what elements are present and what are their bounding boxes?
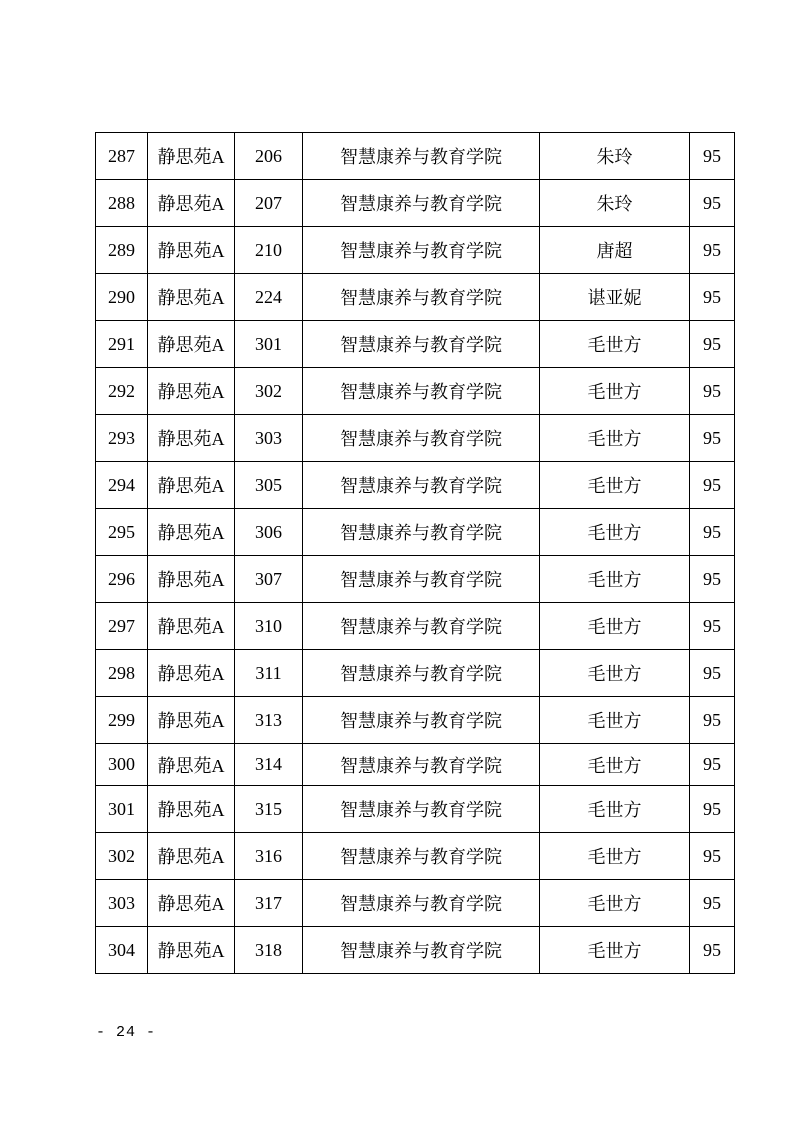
counselor-cell: 毛世方 — [540, 603, 690, 650]
table-row — [96, 321, 735, 368]
building-cell: 静思苑A — [148, 462, 235, 509]
row-number-cell: 292 — [96, 368, 148, 415]
score-cell: 95 — [690, 927, 735, 974]
score-cell: 95 — [690, 556, 735, 603]
table-row — [96, 133, 735, 180]
counselor-cell: 朱玲 — [540, 180, 690, 227]
room-number-cell: 206 — [235, 133, 303, 180]
counselor-cell: 毛世方 — [540, 368, 690, 415]
score-cell: 95 — [690, 274, 735, 321]
score-cell: 95 — [690, 180, 735, 227]
building-cell: 静思苑A — [148, 556, 235, 603]
counselor-cell: 毛世方 — [540, 927, 690, 974]
row-number-cell: 289 — [96, 227, 148, 274]
score-cell: 95 — [690, 462, 735, 509]
table-row — [96, 368, 735, 415]
building-cell: 静思苑A — [148, 833, 235, 880]
college-cell: 智慧康养与教育学院 — [303, 133, 540, 180]
building-cell: 静思苑A — [148, 880, 235, 927]
building-cell: 静思苑A — [148, 368, 235, 415]
row-number-cell: 304 — [96, 927, 148, 974]
table-row — [96, 603, 735, 650]
counselor-cell: 毛世方 — [540, 556, 690, 603]
college-cell: 智慧康养与教育学院 — [303, 650, 540, 697]
row-number-cell: 302 — [96, 833, 148, 880]
row-number-cell: 290 — [96, 274, 148, 321]
room-number-cell: 224 — [235, 274, 303, 321]
row-number-cell: 297 — [96, 603, 148, 650]
room-number-cell: 301 — [235, 321, 303, 368]
table-row — [96, 744, 735, 786]
building-cell: 静思苑A — [148, 133, 235, 180]
score-cell: 95 — [690, 744, 735, 786]
building-cell: 静思苑A — [148, 786, 235, 833]
row-number-cell: 293 — [96, 415, 148, 462]
college-cell: 智慧康养与教育学院 — [303, 880, 540, 927]
score-cell: 95 — [690, 509, 735, 556]
score-cell: 95 — [690, 321, 735, 368]
room-number-cell: 310 — [235, 603, 303, 650]
counselor-cell: 毛世方 — [540, 509, 690, 556]
row-number-cell: 287 — [96, 133, 148, 180]
building-cell: 静思苑A — [148, 927, 235, 974]
building-cell: 静思苑A — [148, 274, 235, 321]
row-number-cell: 298 — [96, 650, 148, 697]
score-cell: 95 — [690, 786, 735, 833]
dormitory-score-table — [95, 132, 735, 974]
counselor-cell: 毛世方 — [540, 833, 690, 880]
college-cell: 智慧康养与教育学院 — [303, 833, 540, 880]
table-row — [96, 927, 735, 974]
room-number-cell: 210 — [235, 227, 303, 274]
table-row — [96, 415, 735, 462]
room-number-cell: 315 — [235, 786, 303, 833]
counselor-cell: 毛世方 — [540, 880, 690, 927]
row-number-cell: 299 — [96, 697, 148, 744]
counselor-cell: 毛世方 — [540, 697, 690, 744]
building-cell: 静思苑A — [148, 180, 235, 227]
building-cell: 静思苑A — [148, 744, 235, 786]
row-number-cell: 301 — [96, 786, 148, 833]
room-number-cell: 313 — [235, 697, 303, 744]
score-cell: 95 — [690, 650, 735, 697]
building-cell: 静思苑A — [148, 650, 235, 697]
college-cell: 智慧康养与教育学院 — [303, 462, 540, 509]
college-cell: 智慧康养与教育学院 — [303, 744, 540, 786]
counselor-cell: 毛世方 — [540, 462, 690, 509]
row-number-cell: 291 — [96, 321, 148, 368]
college-cell: 智慧康养与教育学院 — [303, 321, 540, 368]
college-cell: 智慧康养与教育学院 — [303, 180, 540, 227]
score-cell: 95 — [690, 880, 735, 927]
counselor-cell: 毛世方 — [540, 650, 690, 697]
college-cell: 智慧康养与教育学院 — [303, 415, 540, 462]
room-number-cell: 311 — [235, 650, 303, 697]
room-number-cell: 303 — [235, 415, 303, 462]
room-number-cell: 316 — [235, 833, 303, 880]
score-cell: 95 — [690, 227, 735, 274]
page-number: - 24 - — [96, 1024, 157, 1041]
score-cell: 95 — [690, 697, 735, 744]
table-row — [96, 697, 735, 744]
college-cell: 智慧康养与教育学院 — [303, 556, 540, 603]
counselor-cell: 毛世方 — [540, 321, 690, 368]
college-cell: 智慧康养与教育学院 — [303, 274, 540, 321]
counselor-cell: 毛世方 — [540, 786, 690, 833]
counselor-cell: 毛世方 — [540, 415, 690, 462]
college-cell: 智慧康养与教育学院 — [303, 786, 540, 833]
table-row — [96, 462, 735, 509]
row-number-cell: 295 — [96, 509, 148, 556]
room-number-cell: 314 — [235, 744, 303, 786]
building-cell: 静思苑A — [148, 415, 235, 462]
room-number-cell: 306 — [235, 509, 303, 556]
college-cell: 智慧康养与教育学院 — [303, 509, 540, 556]
score-cell: 95 — [690, 603, 735, 650]
row-number-cell: 288 — [96, 180, 148, 227]
room-number-cell: 305 — [235, 462, 303, 509]
college-cell: 智慧康养与教育学院 — [303, 927, 540, 974]
college-cell: 智慧康养与教育学院 — [303, 603, 540, 650]
row-number-cell: 300 — [96, 744, 148, 786]
counselor-cell: 毛世方 — [540, 744, 690, 786]
room-number-cell: 318 — [235, 927, 303, 974]
table-row — [96, 227, 735, 274]
row-number-cell: 296 — [96, 556, 148, 603]
room-number-cell: 302 — [235, 368, 303, 415]
table-body — [96, 133, 735, 974]
room-number-cell: 307 — [235, 556, 303, 603]
row-number-cell: 303 — [96, 880, 148, 927]
score-cell: 95 — [690, 833, 735, 880]
room-number-cell: 207 — [235, 180, 303, 227]
college-cell: 智慧康养与教育学院 — [303, 227, 540, 274]
row-number-cell: 294 — [96, 462, 148, 509]
table-row — [96, 274, 735, 321]
score-cell: 95 — [690, 133, 735, 180]
table-row — [96, 880, 735, 927]
table-row — [96, 650, 735, 697]
counselor-cell: 唐超 — [540, 227, 690, 274]
table-row — [96, 556, 735, 603]
college-cell: 智慧康养与教育学院 — [303, 697, 540, 744]
counselor-cell: 朱玲 — [540, 133, 690, 180]
counselor-cell: 谌亚妮 — [540, 274, 690, 321]
score-cell: 95 — [690, 415, 735, 462]
building-cell: 静思苑A — [148, 227, 235, 274]
building-cell: 静思苑A — [148, 321, 235, 368]
table-row — [96, 786, 735, 833]
college-cell: 智慧康养与教育学院 — [303, 368, 540, 415]
room-number-cell: 317 — [235, 880, 303, 927]
building-cell: 静思苑A — [148, 509, 235, 556]
table-row — [96, 833, 735, 880]
building-cell: 静思苑A — [148, 697, 235, 744]
table-row — [96, 509, 735, 556]
building-cell: 静思苑A — [148, 603, 235, 650]
table-row — [96, 180, 735, 227]
score-cell: 95 — [690, 368, 735, 415]
